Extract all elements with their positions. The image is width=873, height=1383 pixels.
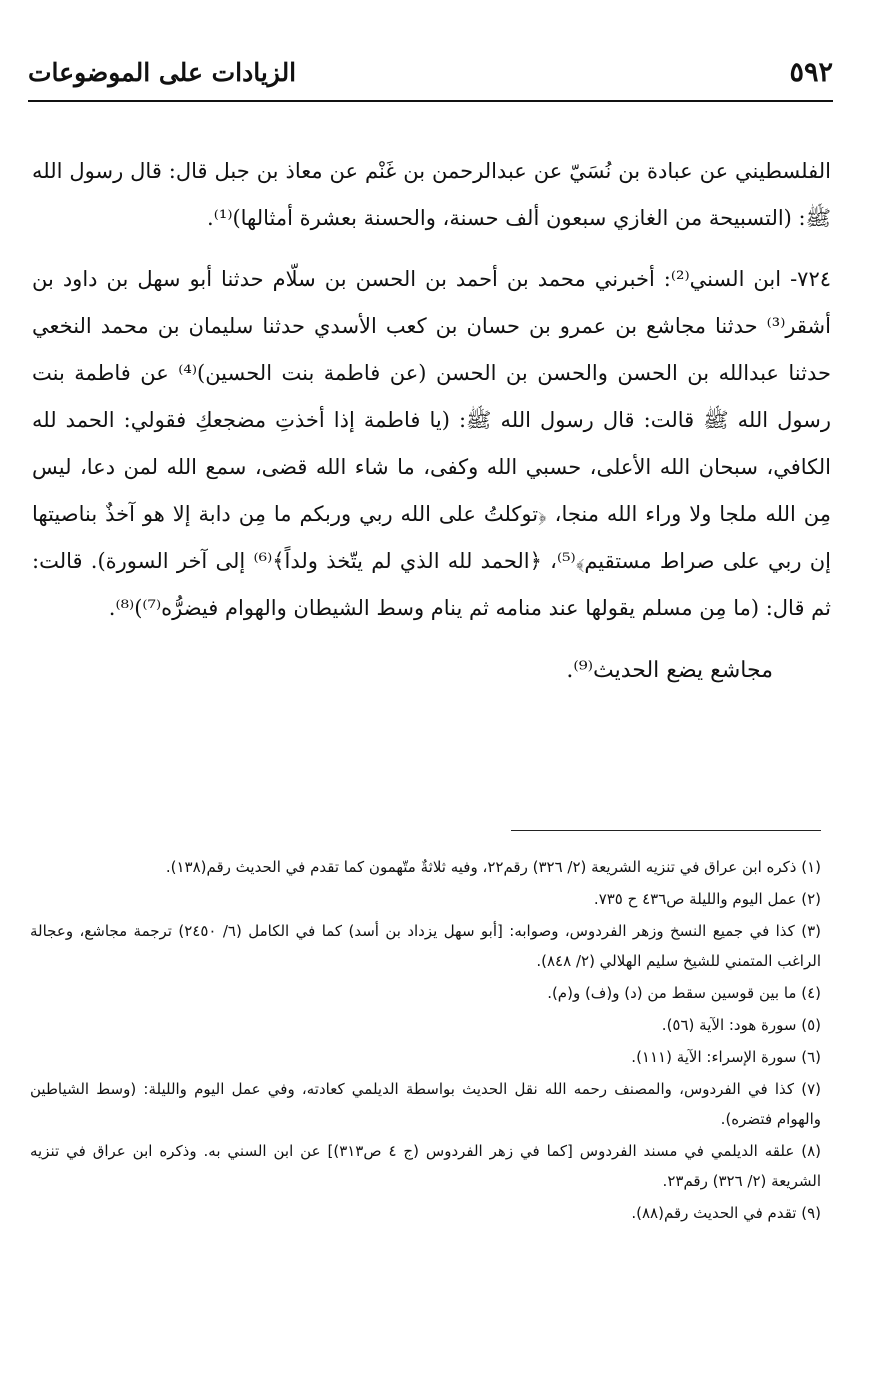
- footnote-separator: [511, 830, 821, 831]
- running-title: الزيادات على الموضوعات: [28, 57, 297, 87]
- footnote-9: (٩) تقدم في الحديث رقم(٨٨).: [631, 1204, 821, 1222]
- footnote-7: (٧) كذا في الفردوس، والمصنف رحمه الله نقل الحديث بواسطة الديلمي كعادته، وفي عمل اليوم والليلة: (وسط الشياطين والهوام فتضره).: [30, 1080, 821, 1128]
- running-header: [28, 44, 833, 102]
- page-number: ٥٩٢: [789, 56, 833, 88]
- footnote-4: (٤) ما بين قوسين سقط من (د) و(ف) و(م).: [547, 984, 821, 1002]
- footnotes: [30, 852, 821, 1228]
- main-text: [32, 148, 831, 683]
- hadith-724: ٧٢٤- ابن السني⁽²⁾: أخبرني محمد بن أحمد بن الحسن بن سلّام حدثنا أبو سهل بن داود بن أشقر⁽³⁾ حدثنا مجاشع بن عمرو بن حسان بن كعب الأسدي حدثنا سليمان بن محمد النخعي حدثنا عبدالله بن الحسن والحسن بن الحسن (عن فاطمة بنت الحسين)⁽⁴⁾ عن فاطمة بنت رسول الله ﷺ قالت: قال رسول الله ﷺ: (يا فاطمة إذا أخذتِ مضجعكِ فقولي: الحمد لله الكافي، سبحان الله الأعلى، حسبي الله وكفى، ما شاء الله قضى، سمع الله لمن دعا، ليس مِن الله ملجا ولا وراء الله منجا، ﴿توكلتُ على الله ربي وربكم ما مِن دابة إلا هو آخذٌ بناصيتها إن ربي على صراط مستقيم﴾⁽⁵⁾، ﴿الحمد لله الذي لم يتّخذ ولداً﴾⁽⁶⁾ إلى آخر السورة). قالت: ثم قال: (ما مِن مسلم يقولها عند منامه ثم ينام وسط الشيطان والهوام فيضرُّه⁽⁷⁾)⁽⁸⁾.: [32, 267, 832, 620]
- footnote-5: (٥) سورة هود: الآية (٥٦).: [661, 1016, 821, 1034]
- footnote-8: (٨) علقه الديلمي في مسند الفردوس [كما في زهر الفردوس (ج ٤ ص٣١٣)] عن ابن السني به. وذكره ابن عراق في تنزيه الشريعة (٢/ ٣٢٦) رقم٢٣.: [30, 1142, 821, 1190]
- paragraph-1: الفلسطيني عن عبادة بن نُسَيّ عن عبدالرحمن بن غَنْم عن معاذ بن جبل قال: قال رسول الله ﷺ: (التسبيحة من الغازي سبعون ألف حسنة، والحسنة بعشرة أمثالها)⁽¹⁾.: [32, 159, 831, 230]
- footnote-1: (١) ذكره ابن عراق في تنزيه الشريعة (٢/ ٣٢٦) رقم٢٢، وفيه ثلاثةٌ متّهمون كما تقدم في الحديث رقم(١٣٨).: [165, 858, 821, 876]
- footnote-2: (٢) عمل اليوم والليلة ص٤٣٦ ح ٧٣٥.: [593, 890, 821, 908]
- footnote-3: (٣) كذا في جميع النسخ وزهر الفردوس، وصوابه: [أبو سهل يزداد بن أسد) كما في الكامل (٦/ ٢٤٥٠) ترجمة مجاشع، وعجالة الراغب المتمني للشيخ سليم الهلالي (٢/ ٨٤٨).: [30, 922, 821, 970]
- footnote-6: (٦) سورة الإسراء: الآية (١١١).: [631, 1048, 821, 1066]
- closing-remark: مجاشع يضع الحديث⁽⁹⁾.: [566, 658, 773, 683]
